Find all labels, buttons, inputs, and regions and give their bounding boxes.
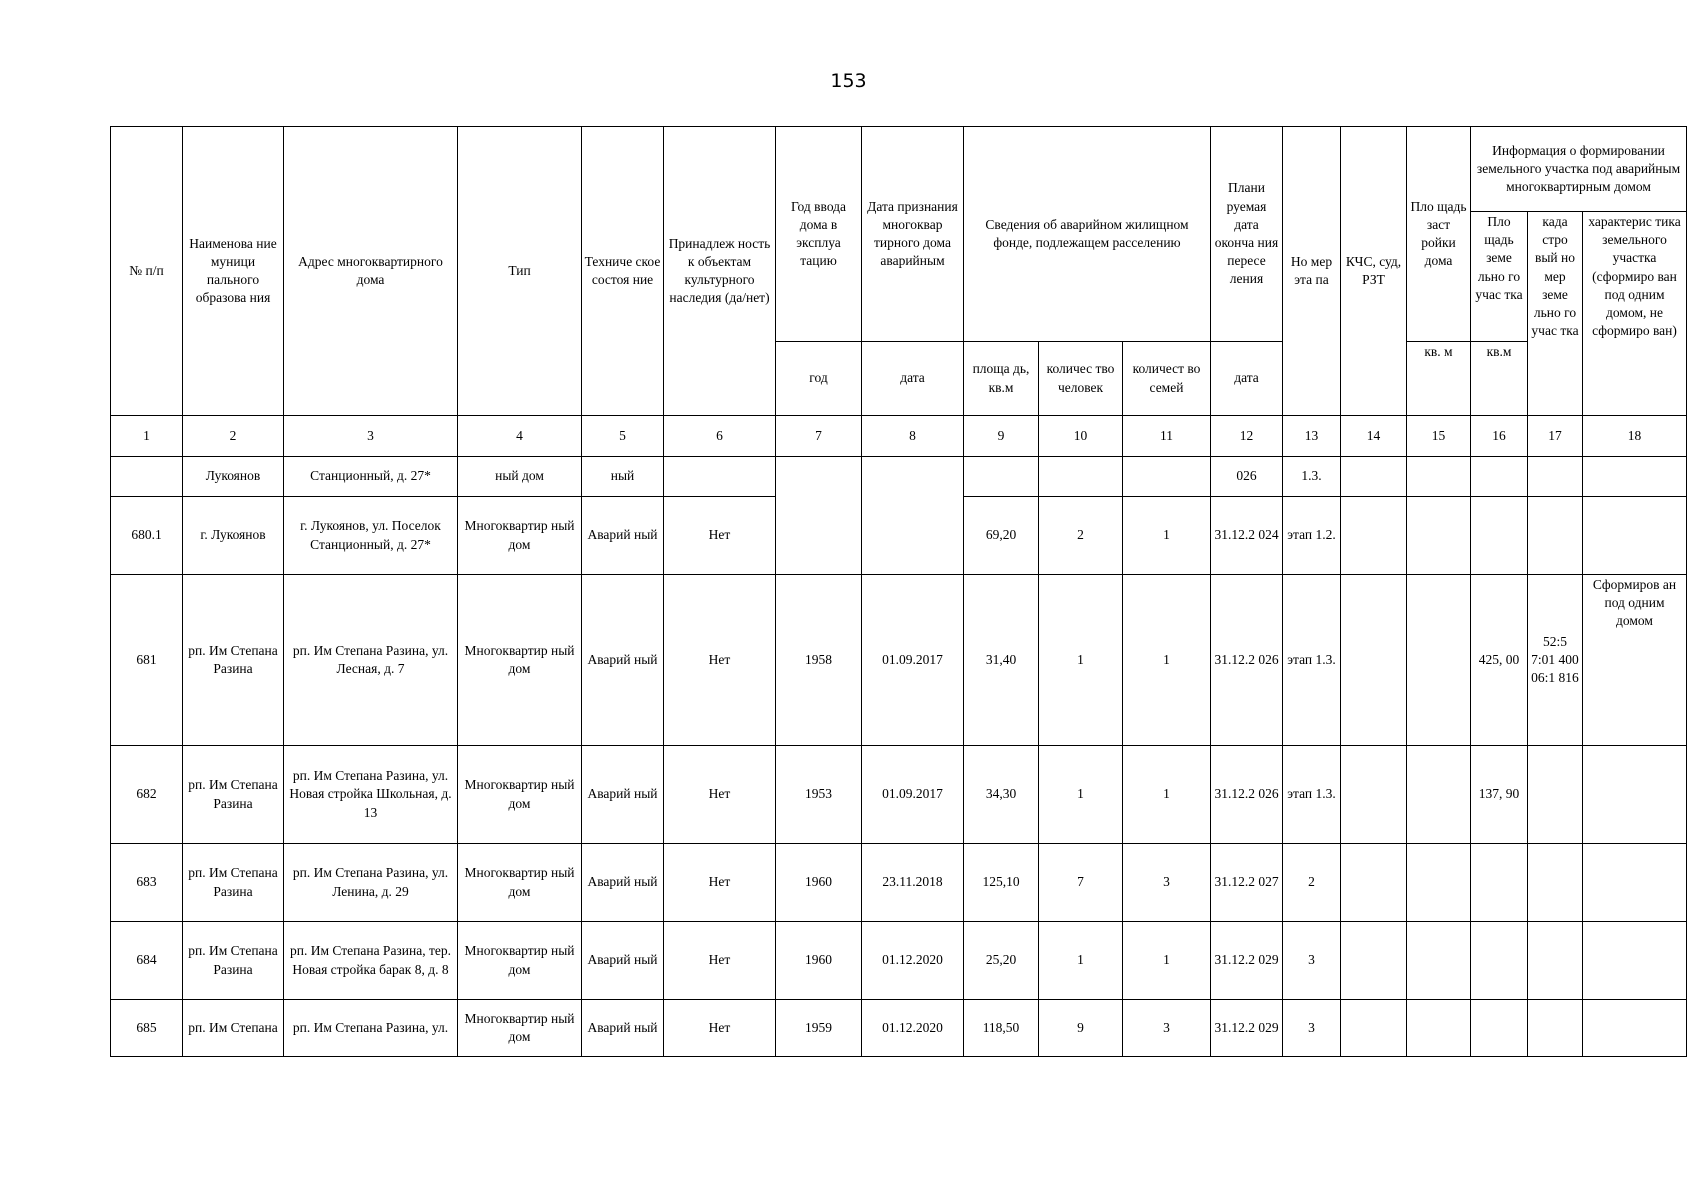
cell-kchs xyxy=(1341,497,1407,575)
subheader-year: год xyxy=(776,342,862,416)
cell-date-recognized: 01.09.2017 xyxy=(862,575,964,746)
header-address: Адрес многоквартирного дома xyxy=(284,127,458,416)
column-number: 3 xyxy=(284,416,458,457)
cell-plot-area: 137, 90 xyxy=(1471,746,1528,844)
cell-date-recognized: 01.12.2020 xyxy=(862,922,964,1000)
cell-resettle-date: 31.12.2 029 xyxy=(1211,922,1283,1000)
cell-resettle-date: 026 xyxy=(1211,457,1283,497)
cell-address: рп. Им Степана Разина, ул. Лесная, д. 7 xyxy=(284,575,458,746)
cell-families: 1 xyxy=(1123,922,1211,1000)
cell-cadastral xyxy=(1528,844,1583,922)
cell-year: 1960 xyxy=(776,922,862,1000)
subheader-date: дата xyxy=(862,342,964,416)
cell-cadastral xyxy=(1528,497,1583,575)
cell-plot-status xyxy=(1583,497,1687,575)
cell-build-area xyxy=(1407,844,1471,922)
table-row xyxy=(111,844,1687,922)
cell-municipality: рп. Им Степана xyxy=(183,1000,284,1057)
column-number-row xyxy=(111,416,1687,457)
cell-stage: этап 1.3. xyxy=(1283,746,1341,844)
cell-kchs xyxy=(1341,1000,1407,1057)
cell-resettle-date: 31.12.2 027 xyxy=(1211,844,1283,922)
cell-plot-area xyxy=(1471,497,1528,575)
header-condition: Техниче ское состоя ние xyxy=(582,127,664,416)
cell-families: 1 xyxy=(1123,575,1211,746)
cell-resettle-date: 31.12.2 029 xyxy=(1211,1000,1283,1057)
cell-heritage: Нет xyxy=(664,497,776,575)
cell-type: Многоквартир ный дом xyxy=(458,746,582,844)
column-number: 10 xyxy=(1039,416,1123,457)
header-stage: Но мер эта па xyxy=(1283,127,1341,416)
cell-municipality: Лукоянов xyxy=(183,457,284,497)
cell-year: 1959 xyxy=(776,1000,862,1057)
cell-address: рп. Им Степана Разина, тер. Новая стройка барак 8, д. 8 xyxy=(284,922,458,1000)
cell-stage: этап 1.3. xyxy=(1283,575,1341,746)
column-number: 11 xyxy=(1123,416,1211,457)
cell-municipality: рп. Им Степана Разина xyxy=(183,575,284,746)
subheader-plot-area-unit: кв.м xyxy=(1471,342,1528,416)
header-recognition-date: Дата признания многоквар тирного дома аварийным xyxy=(862,127,964,342)
cell-date-recognized xyxy=(862,457,964,575)
header-heritage: Принадлеж ность к объектам культурного наследия (да/нет) xyxy=(664,127,776,416)
cell-people: 1 xyxy=(1039,922,1123,1000)
subheader-families: количест во семей xyxy=(1123,342,1211,416)
cell-kchs xyxy=(1341,457,1407,497)
header-housing-info: Сведения об аварийном жилищном фонде, подлежащем расселению xyxy=(964,127,1211,342)
cell-condition: Аварий ный xyxy=(582,844,664,922)
table-row xyxy=(111,457,1687,497)
cell-heritage: Нет xyxy=(664,575,776,746)
cell-people: 2 xyxy=(1039,497,1123,575)
cell-num: 684 xyxy=(111,922,183,1000)
cell-address: г. Лукоянов, ул. Поселок Станционный, д. 27* xyxy=(284,497,458,575)
table-row xyxy=(111,1000,1687,1057)
column-number: 9 xyxy=(964,416,1039,457)
cell-people: 1 xyxy=(1039,575,1123,746)
header-row-number: № п/п xyxy=(111,127,183,416)
cell-people: 9 xyxy=(1039,1000,1123,1057)
cell-people xyxy=(1039,457,1123,497)
cell-plot-area xyxy=(1471,922,1528,1000)
cell-area xyxy=(964,457,1039,497)
cell-condition: Аварий ный xyxy=(582,746,664,844)
cell-families: 1 xyxy=(1123,497,1211,575)
cell-plot-status: Сформиров ан под одним домом xyxy=(1583,575,1687,746)
cell-condition: Аварий ный xyxy=(582,575,664,746)
header-kchs: КЧС, суд, РЗТ xyxy=(1341,127,1407,416)
header-plot-status: характерис тика земельного участка (сформиро ван под одним домом, не сформиро ван) xyxy=(1583,212,1687,416)
column-number: 14 xyxy=(1341,416,1407,457)
cell-resettle-date: 31.12.2 026 xyxy=(1211,746,1283,844)
cell-year: 1953 xyxy=(776,746,862,844)
subheader-area: площа дь, кв.м xyxy=(964,342,1039,416)
cell-kchs xyxy=(1341,746,1407,844)
cell-year: 1958 xyxy=(776,575,862,746)
cell-kchs xyxy=(1341,844,1407,922)
header-resettlement-date: Плани руемая дата оконча ния пересе ления xyxy=(1211,127,1283,342)
cell-cadastral xyxy=(1528,1000,1583,1057)
cell-families: 3 xyxy=(1123,844,1211,922)
column-number: 1 xyxy=(111,416,183,457)
column-number: 13 xyxy=(1283,416,1341,457)
cell-condition: Аварий ный xyxy=(582,1000,664,1057)
cell-area: 125,10 xyxy=(964,844,1039,922)
cell-area: 25,20 xyxy=(964,922,1039,1000)
cell-num: 682 xyxy=(111,746,183,844)
table-row xyxy=(111,922,1687,1000)
subheader-build-area-unit: кв. м xyxy=(1407,342,1471,416)
cell-kchs xyxy=(1341,575,1407,746)
cell-year xyxy=(776,457,862,575)
cell-municipality: г. Лукоянов xyxy=(183,497,284,575)
cell-families xyxy=(1123,457,1211,497)
cell-cadastral: 52:5 7:01 400 06:1 816 xyxy=(1528,575,1583,746)
cell-address: рп. Им Степана Разина, ул. Ленина, д. 29 xyxy=(284,844,458,922)
cell-type: Многоквартир ный дом xyxy=(458,1000,582,1057)
cell-address: рп. Им Степана Разина, ул. xyxy=(284,1000,458,1057)
cell-area: 34,30 xyxy=(964,746,1039,844)
cell-date-recognized: 23.11.2018 xyxy=(862,844,964,922)
table-row xyxy=(111,746,1687,844)
cell-people: 1 xyxy=(1039,746,1123,844)
emergency-housing-table xyxy=(110,126,1687,1057)
cell-build-area xyxy=(1407,497,1471,575)
column-number: 12 xyxy=(1211,416,1283,457)
cell-num: 683 xyxy=(111,844,183,922)
cell-plot-area xyxy=(1471,844,1528,922)
column-number: 5 xyxy=(582,416,664,457)
cell-resettle-date: 31.12.2 024 xyxy=(1211,497,1283,575)
header-commission-year: Год ввода дома в эксплуа тацию xyxy=(776,127,862,342)
cell-area: 31,40 xyxy=(964,575,1039,746)
subheader-resettle-date: дата xyxy=(1211,342,1283,416)
cell-plot-area: 425, 00 xyxy=(1471,575,1528,746)
cell-date-recognized: 01.12.2020 xyxy=(862,1000,964,1057)
column-number: 16 xyxy=(1471,416,1528,457)
cell-stage: 3 xyxy=(1283,1000,1341,1057)
cell-num: 685 xyxy=(111,1000,183,1057)
cell-date-recognized: 01.09.2017 xyxy=(862,746,964,844)
cell-stage: 2 xyxy=(1283,844,1341,922)
cell-plot-status xyxy=(1583,844,1687,922)
cell-area: 118,50 xyxy=(964,1000,1039,1057)
cell-condition: Аварий ный xyxy=(582,497,664,575)
header-type: Тип xyxy=(458,127,582,416)
cell-stage: 1.3. xyxy=(1283,457,1341,497)
cell-type: ный дом xyxy=(458,457,582,497)
cell-stage: этап 1.2. xyxy=(1283,497,1341,575)
cell-heritage: Нет xyxy=(664,844,776,922)
cell-condition: ный xyxy=(582,457,664,497)
cell-stage: 3 xyxy=(1283,922,1341,1000)
cell-plot-status xyxy=(1583,1000,1687,1057)
cell-heritage: Нет xyxy=(664,1000,776,1057)
cell-cadastral xyxy=(1528,922,1583,1000)
cell-build-area xyxy=(1407,457,1471,497)
cell-cadastral xyxy=(1528,746,1583,844)
column-number: 15 xyxy=(1407,416,1471,457)
column-number: 6 xyxy=(664,416,776,457)
column-number: 2 xyxy=(183,416,284,457)
cell-condition: Аварий ный xyxy=(582,922,664,1000)
cell-address: Станционный, д. 27* xyxy=(284,457,458,497)
cell-address: рп. Им Степана Разина, ул. Новая стройка Школьная, д. 13 xyxy=(284,746,458,844)
cell-plot-status xyxy=(1583,746,1687,844)
cell-build-area xyxy=(1407,746,1471,844)
cell-plot-status xyxy=(1583,922,1687,1000)
page-number: 153 xyxy=(830,70,867,92)
header-plot-area: Пло щадь земе льно го учас тка xyxy=(1471,212,1528,342)
column-number: 8 xyxy=(862,416,964,457)
table-row xyxy=(111,575,1687,746)
cell-municipality: рп. Им Степана Разина xyxy=(183,922,284,1000)
cell-families: 3 xyxy=(1123,1000,1211,1057)
cell-municipality: рп. Им Степана Разина xyxy=(183,844,284,922)
header-build-area: Пло щадь заст ройки дома xyxy=(1407,127,1471,342)
column-number: 17 xyxy=(1528,416,1583,457)
cell-plot-area xyxy=(1471,457,1528,497)
cell-plot-status xyxy=(1583,457,1687,497)
cell-num: 680.1 xyxy=(111,497,183,575)
cell-num xyxy=(111,457,183,497)
column-number: 4 xyxy=(458,416,582,457)
cell-area: 69,20 xyxy=(964,497,1039,575)
cell-build-area xyxy=(1407,1000,1471,1057)
cell-type: Многоквартир ный дом xyxy=(458,844,582,922)
cell-type: Многоквартир ный дом xyxy=(458,575,582,746)
cell-build-area xyxy=(1407,575,1471,746)
cell-heritage: Нет xyxy=(664,746,776,844)
cell-type: Многоквартир ный дом xyxy=(458,497,582,575)
header-cadastral-number: када стро вый но мер земе льно го учас тка xyxy=(1528,212,1583,416)
cell-build-area xyxy=(1407,922,1471,1000)
cell-num: 681 xyxy=(111,575,183,746)
cell-heritage: Нет xyxy=(664,922,776,1000)
column-number: 18 xyxy=(1583,416,1687,457)
column-number: 7 xyxy=(776,416,862,457)
cell-year: 1960 xyxy=(776,844,862,922)
cell-people: 7 xyxy=(1039,844,1123,922)
cell-heritage xyxy=(664,457,776,497)
cell-cadastral xyxy=(1528,457,1583,497)
header-municipality: Наименова ние муници пального образова ния xyxy=(183,127,284,416)
cell-plot-area xyxy=(1471,1000,1528,1057)
cell-families: 1 xyxy=(1123,746,1211,844)
cell-municipality: рп. Им Степана Разина xyxy=(183,746,284,844)
cell-type: Многоквартир ный дом xyxy=(458,922,582,1000)
cell-kchs xyxy=(1341,922,1407,1000)
cell-resettle-date: 31.12.2 026 xyxy=(1211,575,1283,746)
header-land-plot-info: Информация о формировании земельного участка под аварийным многоквартирным домом xyxy=(1471,127,1687,212)
subheader-people: количес тво человек xyxy=(1039,342,1123,416)
